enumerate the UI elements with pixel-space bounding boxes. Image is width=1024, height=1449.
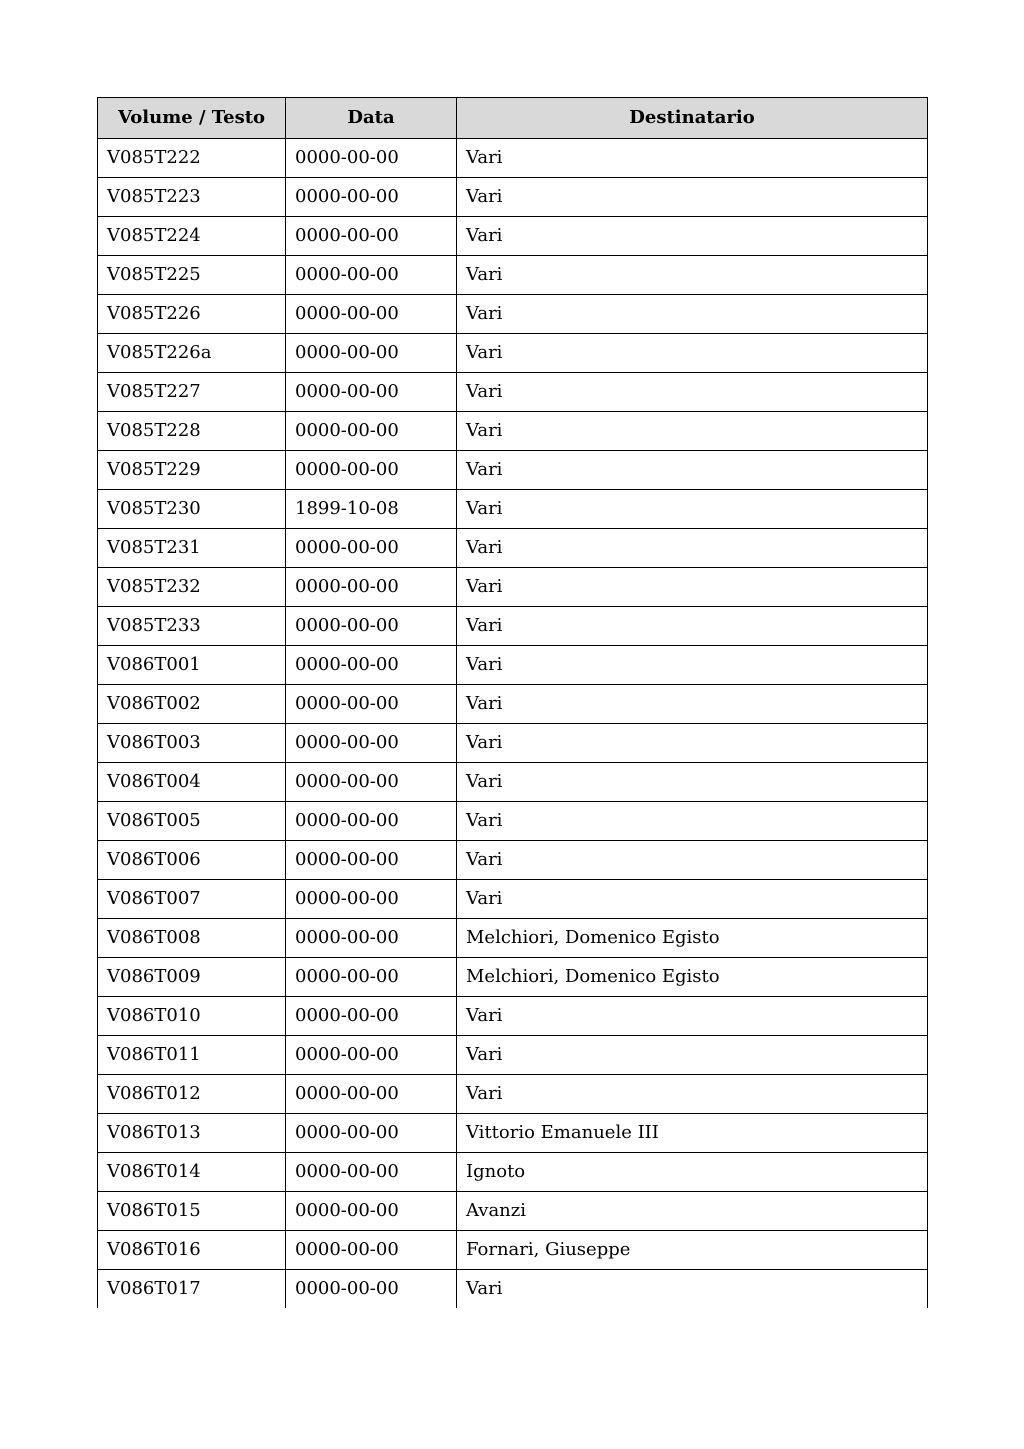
table-row (98, 646, 928, 685)
cell-data: 0000-00-00 (286, 1075, 457, 1114)
cell-destinatario: Melchiori, Domenico Egisto (457, 919, 928, 958)
table-header (98, 98, 928, 139)
cell-volume-testo: V085T228 (98, 412, 286, 451)
cell-volume-testo: V085T233 (98, 607, 286, 646)
table-row (98, 763, 928, 802)
table-row (98, 802, 928, 841)
cell-volume-testo: V085T224 (98, 217, 286, 256)
cell-volume-testo: V085T232 (98, 568, 286, 607)
cell-destinatario: Vari (457, 451, 928, 490)
cell-volume-testo: V086T001 (98, 646, 286, 685)
cell-data: 0000-00-00 (286, 139, 457, 178)
cell-data: 0000-00-00 (286, 373, 457, 412)
cell-volume-testo: V086T005 (98, 802, 286, 841)
table-row (98, 997, 928, 1036)
cell-destinatario: Melchiori, Domenico Egisto (457, 958, 928, 997)
cell-data: 0000-00-00 (286, 997, 457, 1036)
cell-volume-testo: V086T011 (98, 1036, 286, 1075)
cell-data: 0000-00-00 (286, 178, 457, 217)
table-row (98, 1114, 928, 1153)
table-row (98, 451, 928, 490)
cell-destinatario: Vari (457, 529, 928, 568)
cell-destinatario: Vari (457, 607, 928, 646)
cell-data: 0000-00-00 (286, 256, 457, 295)
table-row (98, 490, 928, 529)
cell-volume-testo: V086T009 (98, 958, 286, 997)
table-row (98, 1231, 928, 1270)
cell-volume-testo: V086T003 (98, 724, 286, 763)
cell-volume-testo: V085T226a (98, 334, 286, 373)
cell-destinatario: Vari (457, 997, 928, 1036)
table-row (98, 880, 928, 919)
cell-data: 0000-00-00 (286, 919, 457, 958)
cell-destinatario: Avanzi (457, 1192, 928, 1231)
table-row (98, 685, 928, 724)
cell-data: 0000-00-00 (286, 1153, 457, 1192)
cell-destinatario: Vari (457, 1075, 928, 1114)
cell-data: 1899-10-08 (286, 490, 457, 529)
cell-volume-testo: V085T227 (98, 373, 286, 412)
cell-destinatario: Vari (457, 373, 928, 412)
cell-data: 0000-00-00 (286, 451, 457, 490)
cell-volume-testo: V085T223 (98, 178, 286, 217)
cell-volume-testo: V086T013 (98, 1114, 286, 1153)
table-row (98, 178, 928, 217)
table-row (98, 334, 928, 373)
table-row (98, 1075, 928, 1114)
cell-volume-testo: V086T004 (98, 763, 286, 802)
cell-volume-testo: V086T002 (98, 685, 286, 724)
cell-volume-testo: V085T225 (98, 256, 286, 295)
column-header-destinatario: Destinatario (457, 98, 928, 139)
cell-destinatario: Vari (457, 1270, 928, 1309)
cell-data: 0000-00-00 (286, 724, 457, 763)
cell-data: 0000-00-00 (286, 958, 457, 997)
cell-data: 0000-00-00 (286, 1114, 457, 1153)
cell-destinatario: Vari (457, 841, 928, 880)
cell-destinatario: Vari (457, 295, 928, 334)
cell-data: 0000-00-00 (286, 1192, 457, 1231)
table-row (98, 139, 928, 178)
cell-destinatario: Vari (457, 334, 928, 373)
cell-destinatario: Vari (457, 568, 928, 607)
cell-data: 0000-00-00 (286, 529, 457, 568)
cell-data: 0000-00-00 (286, 1036, 457, 1075)
letters-table (97, 97, 928, 1308)
table-row (98, 529, 928, 568)
cell-volume-testo: V085T231 (98, 529, 286, 568)
cell-volume-testo: V086T012 (98, 1075, 286, 1114)
cell-volume-testo: V086T010 (98, 997, 286, 1036)
table-row (98, 607, 928, 646)
cell-destinatario: Vari (457, 1036, 928, 1075)
table-row (98, 1270, 928, 1309)
column-header-data: Data (286, 98, 457, 139)
table-row (98, 568, 928, 607)
cell-volume-testo: V086T007 (98, 880, 286, 919)
cell-data: 0000-00-00 (286, 1270, 457, 1309)
cell-destinatario: Ignoto (457, 1153, 928, 1192)
table-row (98, 295, 928, 334)
table-row (98, 1153, 928, 1192)
cell-data: 0000-00-00 (286, 1231, 457, 1270)
cell-data: 0000-00-00 (286, 880, 457, 919)
table-row (98, 919, 928, 958)
cell-data: 0000-00-00 (286, 295, 457, 334)
cell-data: 0000-00-00 (286, 334, 457, 373)
header-row (98, 98, 928, 139)
cell-volume-testo: V086T016 (98, 1231, 286, 1270)
cell-destinatario: Vari (457, 685, 928, 724)
table-row (98, 724, 928, 763)
table-row (98, 373, 928, 412)
table-row (98, 412, 928, 451)
cell-volume-testo: V086T008 (98, 919, 286, 958)
table-row (98, 841, 928, 880)
table-row (98, 958, 928, 997)
cell-volume-testo: V085T222 (98, 139, 286, 178)
cell-volume-testo: V086T014 (98, 1153, 286, 1192)
cell-data: 0000-00-00 (286, 568, 457, 607)
cell-destinatario: Fornari, Giuseppe (457, 1231, 928, 1270)
cell-data: 0000-00-00 (286, 763, 457, 802)
cell-destinatario: Vari (457, 490, 928, 529)
cell-destinatario: Vittorio Emanuele III (457, 1114, 928, 1153)
table-row (98, 256, 928, 295)
cell-destinatario: Vari (457, 724, 928, 763)
cell-volume-testo: V086T015 (98, 1192, 286, 1231)
cell-data: 0000-00-00 (286, 412, 457, 451)
cell-destinatario: Vari (457, 880, 928, 919)
table-row (98, 217, 928, 256)
cell-destinatario: Vari (457, 178, 928, 217)
cell-destinatario: Vari (457, 763, 928, 802)
cell-volume-testo: V085T226 (98, 295, 286, 334)
cell-volume-testo: V086T017 (98, 1270, 286, 1309)
cell-volume-testo: V085T230 (98, 490, 286, 529)
cell-data: 0000-00-00 (286, 685, 457, 724)
cell-data: 0000-00-00 (286, 607, 457, 646)
cell-destinatario: Vari (457, 256, 928, 295)
table-row (98, 1036, 928, 1075)
cell-destinatario: Vari (457, 139, 928, 178)
table-body (98, 139, 928, 1309)
cell-destinatario: Vari (457, 802, 928, 841)
cell-destinatario: Vari (457, 412, 928, 451)
cell-data: 0000-00-00 (286, 802, 457, 841)
cell-data: 0000-00-00 (286, 841, 457, 880)
cell-volume-testo: V086T006 (98, 841, 286, 880)
cell-destinatario: Vari (457, 217, 928, 256)
table-row (98, 1192, 928, 1231)
cell-data: 0000-00-00 (286, 217, 457, 256)
cell-data: 0000-00-00 (286, 646, 457, 685)
cell-destinatario: Vari (457, 646, 928, 685)
cell-volume-testo: V085T229 (98, 451, 286, 490)
column-header-volume-testo: Volume / Testo (98, 98, 286, 139)
